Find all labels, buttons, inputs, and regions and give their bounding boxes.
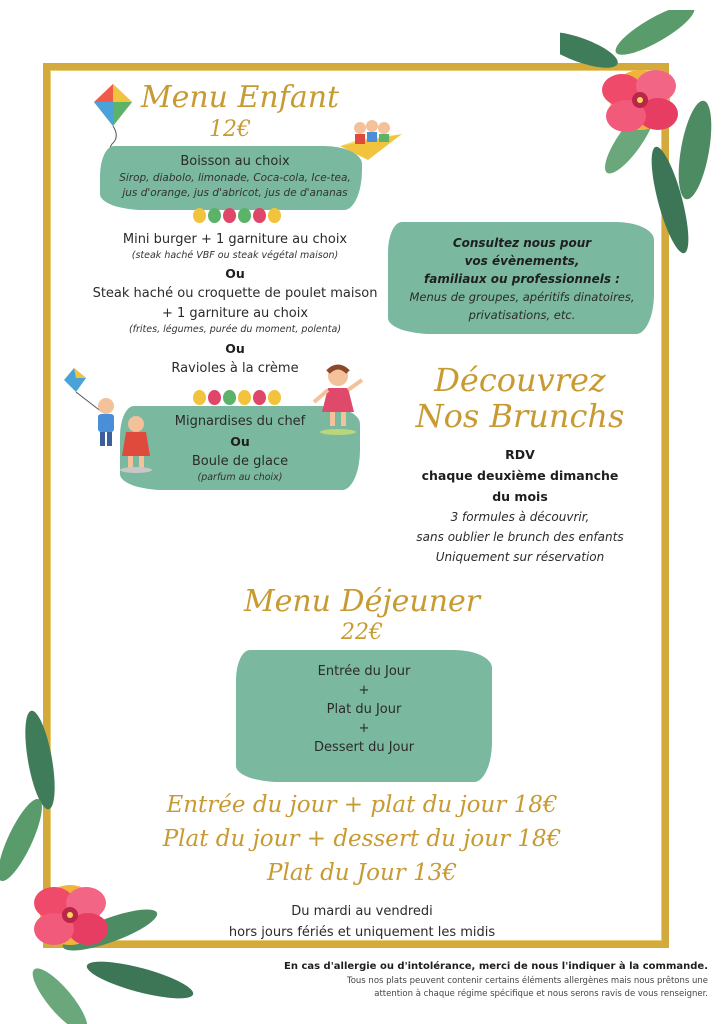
main2-line2: + 1 garniture au choix: [161, 306, 309, 321]
lunch-menu-title: Menu Déjeuner: [243, 584, 481, 619]
main1-note: (steak haché VBF ou steak végétal maison): [131, 250, 339, 261]
dessert2-label: Boule de glace: [191, 454, 289, 469]
lunch-formula1: Entrée du jour + plat du jour 18€: [166, 792, 558, 818]
dessert1-label: Mignardises du chef: [174, 414, 306, 429]
drink-heading: Boisson au choix: [180, 154, 290, 169]
events-line5: privatisations, etc.: [468, 308, 576, 322]
lunch-formula3: Plat du Jour 13€: [266, 860, 458, 886]
brunch-info-line1: 3 formules à découvrir,: [450, 510, 590, 524]
kids-menu-title: Menu Enfant: [140, 80, 340, 115]
brunch-when-line2: du mois: [492, 489, 548, 504]
lunch-formula2: Plat du jour + dessert du jour 18€: [162, 826, 562, 852]
lunch-plus2: +: [358, 721, 370, 736]
main2-note: (frites, légumes, purée du moment, polenta): [128, 324, 342, 335]
lunch-item2: Plat du Jour: [326, 702, 402, 717]
allergy-notice: En cas d'allergie ou d'intolérance, merci de nous l'indiquer à la commande.: [284, 961, 708, 972]
allergy-note-line2: attention à chaque régime spécifique et nous serons ravis de vous renseigner.: [374, 989, 708, 999]
lunch-exceptions: hors jours fériés et uniquement les midis: [228, 925, 496, 940]
drink-list-line1: Sirop, diabolo, limonade, Coca-cola, Ice-tea,: [119, 172, 351, 184]
brunch-when-line1: chaque deuxième dimanche: [421, 468, 619, 483]
lunch-item1: Entrée du Jour: [317, 664, 411, 679]
main3-label: Ravioles à la crème: [171, 361, 299, 376]
or-label-1: Ou: [225, 266, 245, 281]
allergy-note-line1: Tous nos plats peuvent contenir certains éléments allergènes mais nous prêtons une: [346, 976, 708, 986]
lunch-days: Du mardi au vendredi: [291, 904, 433, 919]
events-line2: vos évènements,: [464, 254, 580, 268]
events-line4: Menus de groupes, apéritifs dinatoires,: [409, 290, 635, 304]
lunch-item3: Dessert du Jour: [313, 740, 415, 755]
lunch-plus1: +: [358, 683, 370, 698]
brunch-rdv: RDV: [505, 447, 535, 462]
or-label-3: Ou: [230, 434, 250, 449]
main2-line1: Steak haché ou croquette de poulet maison: [92, 286, 378, 301]
kids-menu-price: 12€: [209, 117, 251, 142]
dessert2-note: (parfum au choix): [197, 472, 283, 483]
brunch-title-line2: Nos Brunchs: [415, 397, 625, 435]
lunch-menu-price: 22€: [341, 620, 383, 645]
main1-label: Mini burger + 1 garniture au choix: [122, 232, 348, 247]
balloons-decoration-1: [192, 208, 282, 227]
events-line3: familiaux ou professionnels :: [424, 272, 620, 286]
brunch-info-line3: Uniquement sur réservation: [435, 550, 605, 564]
brunch-title-line1: Découvrez: [434, 361, 606, 399]
events-line1: Consultez nous pour: [452, 236, 592, 250]
drink-list-line2: jus d'orange, jus d'abricot, jus de d'ananas: [122, 187, 348, 199]
or-label-2: Ou: [225, 341, 245, 356]
brunch-info-line2: sans oublier le brunch des enfants: [416, 530, 624, 544]
